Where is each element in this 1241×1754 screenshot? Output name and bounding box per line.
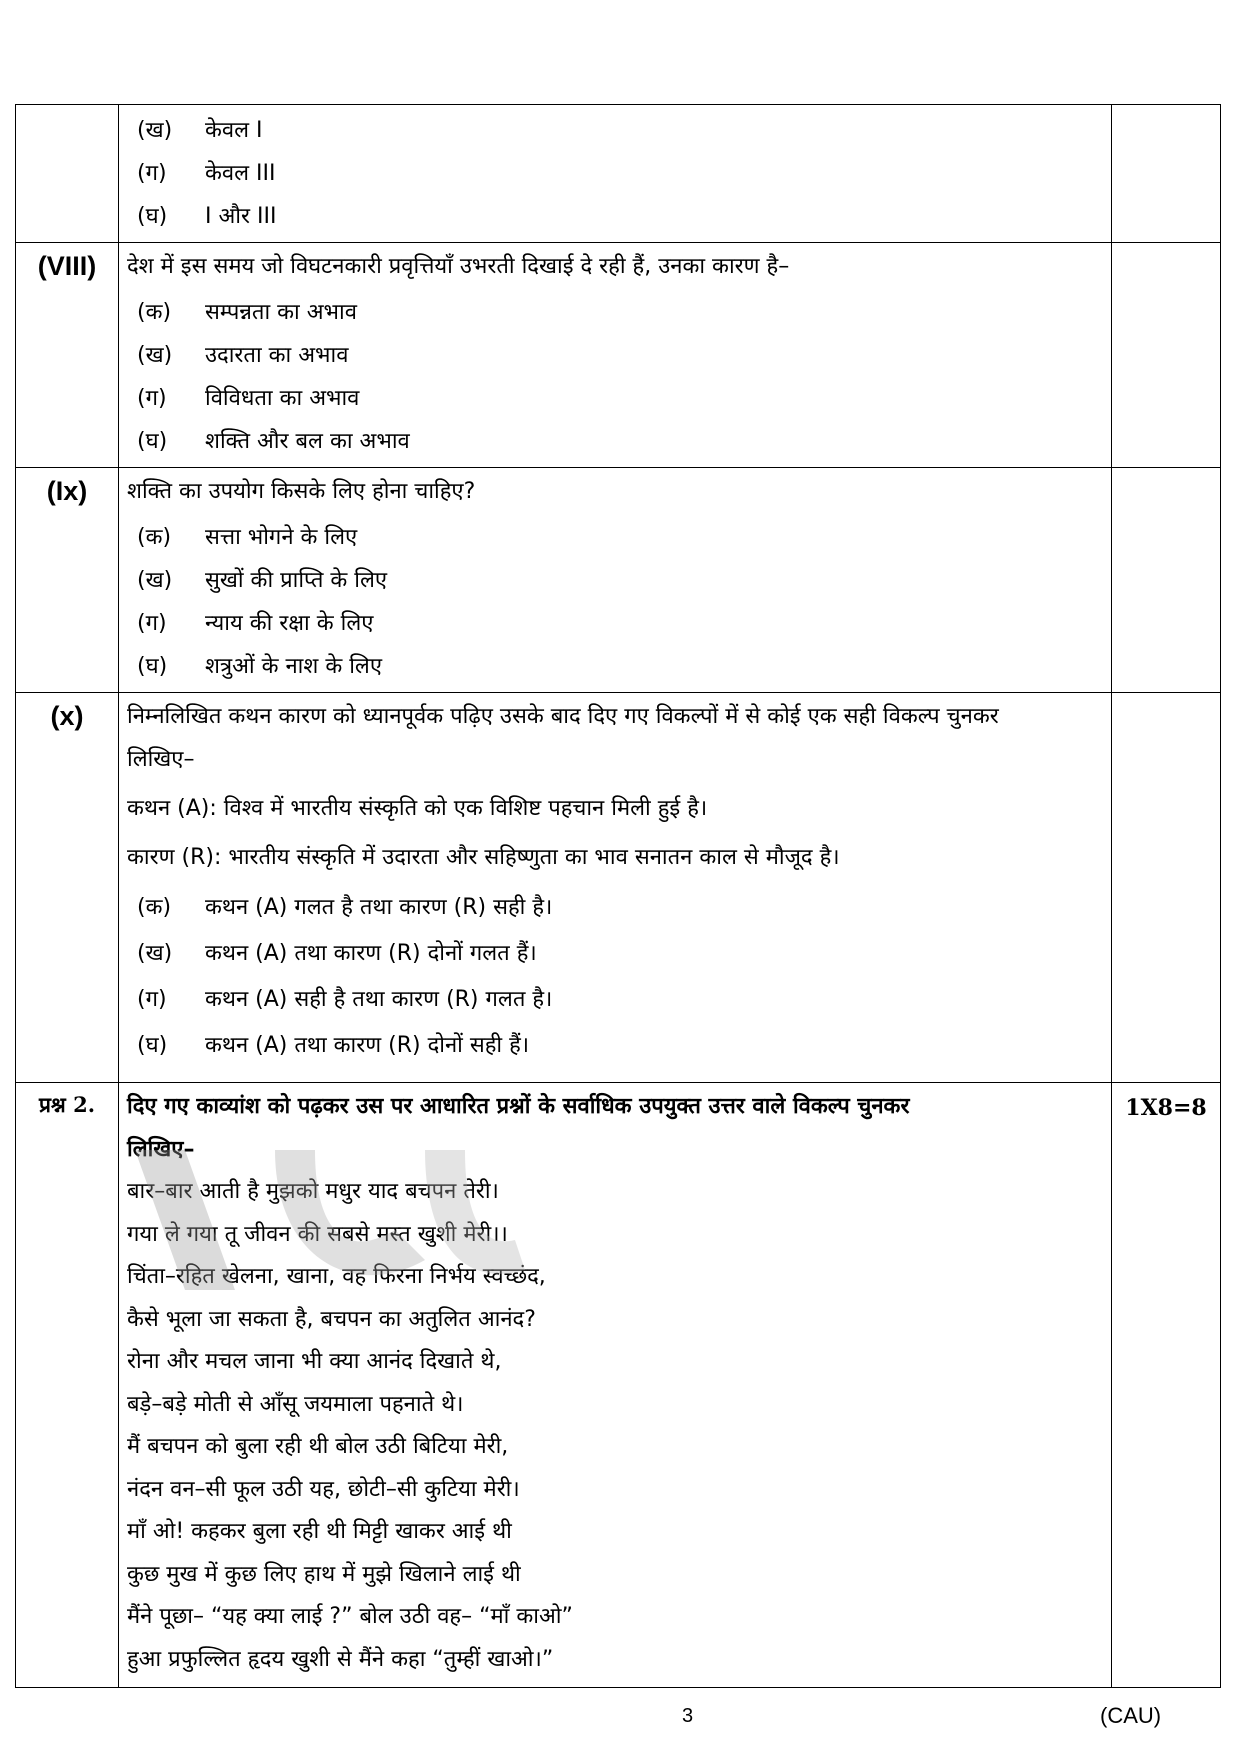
option-label: (क) xyxy=(137,524,172,550)
marks-cell xyxy=(1112,468,1221,693)
question-number: प्रश्न 2. xyxy=(16,1083,119,1688)
poem-line: चिंता–रहित खेलना, खाना, वह फिरना निर्भय स्वच्छंद, xyxy=(127,1264,546,1289)
option-text: शक्ति और बल का अभाव xyxy=(205,428,410,454)
option-label: (ग) xyxy=(137,610,167,636)
marks-cell xyxy=(1112,693,1221,1083)
option-label: (घ) xyxy=(137,653,168,679)
question-number: (Ix) xyxy=(16,468,119,693)
question-content xyxy=(119,1083,1112,1688)
question-stem: शक्ति का उपयोग किसके लिए होना चाहिए? xyxy=(127,479,476,504)
question-content xyxy=(119,105,1112,243)
reason-statement: कारण (R): भारतीय संस्कृति में उदारता और सहिष्णुता का भाव सनातन काल से मौजूद है। xyxy=(127,845,840,870)
question-stem: लिखिए– xyxy=(127,747,195,772)
question-stem: देश में इस समय जो विघटनकारी प्रवृत्तियाँ उभरती दिखाई दे रही हैं, उनका कारण है– xyxy=(127,254,790,279)
option-label: (घ) xyxy=(137,1033,168,1058)
option-text: केवल III xyxy=(205,160,276,186)
option-text: सत्ता भोगने के लिए xyxy=(205,524,358,550)
option xyxy=(127,557,1103,600)
option-text: विविधता का अभाव xyxy=(205,385,360,411)
poem-line: माँ ओ! कहकर बुला रही थी मिट्टी खाकर आई थी xyxy=(127,1519,512,1544)
poem-line: कुछ मुख में कुछ लिए हाथ में मुझे खिलाने लाई थी xyxy=(127,1561,521,1587)
option xyxy=(127,332,1103,375)
question-content xyxy=(119,693,1112,1083)
option-label: (ख) xyxy=(137,342,173,368)
option xyxy=(127,1021,1103,1067)
option xyxy=(127,975,1103,1021)
option xyxy=(127,107,1103,150)
option xyxy=(127,289,1103,332)
poem xyxy=(127,1171,1103,1681)
poem-line: रोना और मचल जाना भी क्या आनंद दिखाते थे, xyxy=(127,1349,502,1374)
option-label: (ख) xyxy=(137,941,173,966)
marks-cell xyxy=(1112,243,1221,468)
option-text: सुखों की प्राप्ति के लिए xyxy=(205,567,388,593)
poem-line: गया ले गया तू जीवन की सबसे मस्त खुशी मेरी।। xyxy=(127,1221,508,1247)
option-text: उदारता का अभाव xyxy=(205,342,349,368)
question-number: (VIII) xyxy=(16,243,119,468)
question-number xyxy=(16,105,119,243)
option-text: कथन (A) तथा कारण (R) दोनों गलत हैं। xyxy=(205,941,537,966)
option xyxy=(127,600,1103,643)
option-label: (ख) xyxy=(137,567,173,593)
option xyxy=(127,514,1103,557)
poem-line: कैसे भूला जा सकता है, बचपन का अतुलित आनंद? xyxy=(127,1306,536,1332)
option-text: शत्रुओं के नाश के लिए xyxy=(205,653,383,679)
option xyxy=(127,643,1103,686)
option-text: कथन (A) तथा कारण (R) दोनों सही हैं। xyxy=(205,1033,530,1058)
question-instruction: दिए गए काव्यांश को पढ़कर उस पर आधारित प्रश्नों के सर्वाधिक उपयुक्त उत्तर वाले विकल्प चुनकर xyxy=(127,1094,910,1119)
question-content xyxy=(119,243,1112,468)
question-table xyxy=(15,104,1221,1688)
option-label: (घ) xyxy=(137,428,168,454)
option-label: (ग) xyxy=(137,987,167,1012)
option xyxy=(127,883,1103,929)
question-instruction: लिखिए– xyxy=(127,1137,195,1162)
option-label: (ख) xyxy=(137,117,173,143)
question-row-q2 xyxy=(16,1083,1221,1688)
question-number: (x) xyxy=(16,693,119,1083)
poem-line: मैं बचपन को बुला रही थी बोल उठी बिटिया मेरी, xyxy=(127,1434,509,1459)
option-label: (ग) xyxy=(137,385,167,411)
question-row-viii xyxy=(16,243,1221,468)
option-label: (घ) xyxy=(137,203,168,229)
question-content xyxy=(119,468,1112,693)
option-text: कथन (A) सही है तथा कारण (R) गलत है। xyxy=(205,987,553,1012)
option xyxy=(127,929,1103,975)
option xyxy=(127,375,1103,418)
paper-code: (CAU) xyxy=(1100,1703,1162,1728)
poem-line: बार–बार आती है मुझको मधुर याद बचपन तेरी। xyxy=(127,1179,499,1204)
option-label: (क) xyxy=(137,299,172,325)
option-label: (क) xyxy=(137,895,172,920)
option xyxy=(127,150,1103,193)
option xyxy=(127,193,1103,236)
assertion-statement: कथन (A): विश्व में भारतीय संस्कृति को एक विशिष्ट पहचान मिली हुई है। xyxy=(127,796,708,821)
question-row-x xyxy=(16,693,1221,1083)
question-stem: निम्नलिखित कथन कारण को ध्यानपूर्वक पढ़िए उसके बाद दिए गए विकल्पों में से कोई एक सही विकल्प चुनकर xyxy=(127,704,999,729)
option-text: I और III xyxy=(205,203,277,229)
option xyxy=(127,418,1103,461)
option-text: न्याय की रक्षा के लिए xyxy=(205,610,374,636)
page-number: 3 xyxy=(682,1705,694,1727)
marks-cell xyxy=(1112,105,1221,243)
poem-line: नंदन वन–सी फूल उठी यह, छोटी–सी कुटिया मेरी। xyxy=(127,1476,520,1502)
question-row-continuation xyxy=(16,105,1221,243)
poem-line: हुआ प्रफुल्लित हृदय खुशी से मैंने कहा “तुम्हीं खाओ।” xyxy=(127,1646,554,1672)
poem-line: बड़े–बड़े मोती से आँसू जयमाला पहनाते थे। xyxy=(127,1391,464,1417)
option-text: केवल I xyxy=(205,117,263,143)
option-label: (ग) xyxy=(137,160,167,186)
question-row-ix xyxy=(16,468,1221,693)
marks-cell: 1X8=8 xyxy=(1112,1083,1221,1688)
option-text: कथन (A) गलत है तथा कारण (R) सही है। xyxy=(205,895,553,920)
poem-line: मैंने पूछा– “यह क्या लाई ?” बोल उठी वह– “माँ काओ” xyxy=(127,1604,573,1629)
option-text: सम्पन्नता का अभाव xyxy=(205,299,357,325)
